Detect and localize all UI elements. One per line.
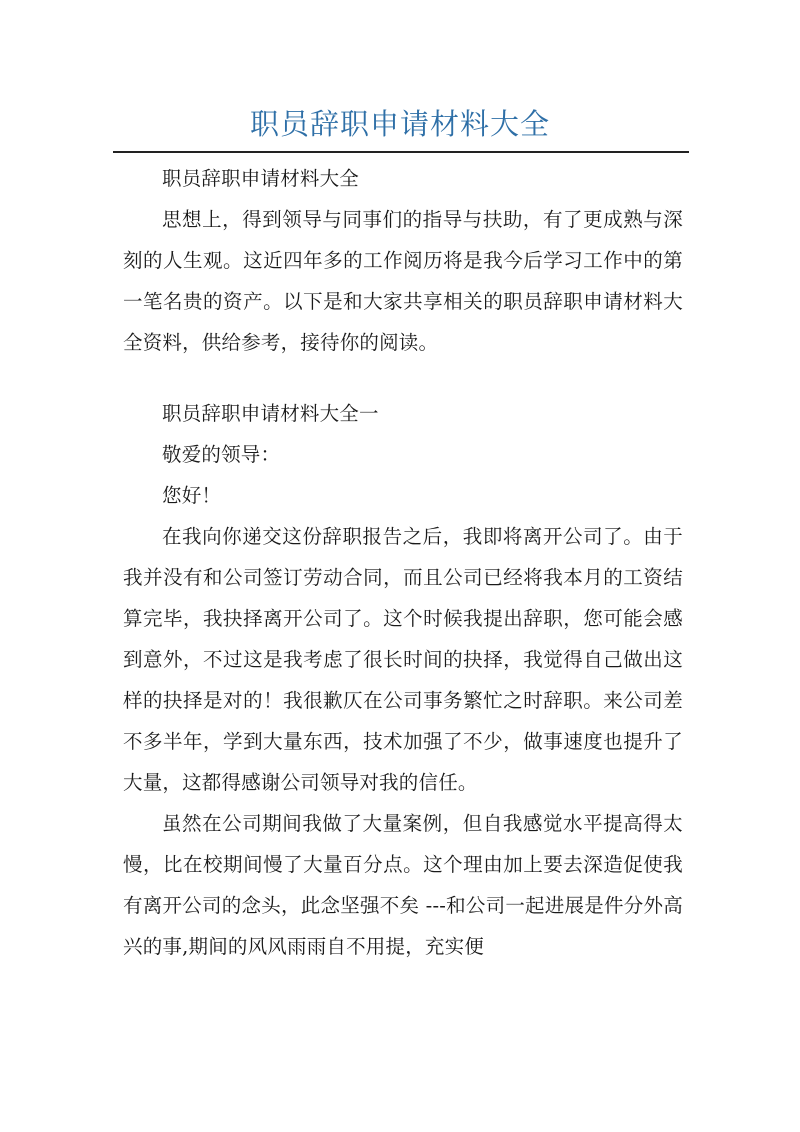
section-heading-1: 职员辞职申请材料大全一: [162, 402, 379, 425]
letter-paragraph-2: 虽然在公司期间我做了大量案例，但自我感觉水平提高得太慢，比在校期间慢了大量百分点。这个理由加上要去深造促使我有离开公司的念头，此念坚强不矣 ---和公司一起进展是件分外高兴的事,期间的风风雨雨自不用提，充实便: [123, 812, 683, 958]
intro-heading: 职员辞职申请材料大全: [162, 167, 360, 190]
title-divider: [113, 151, 689, 153]
document-title: 职员辞职申请材料大全: [249, 107, 550, 141]
letter-greeting: 您好！: [162, 484, 222, 507]
document-body: [123, 158, 683, 967]
intro-paragraph: 思想上，得到领导与同事们的指导与扶助，有了更成熟与深刻的人生观。这近四年多的工作阅历将是我今后学习工作中的第一笔名贵的资产。以下是和大家共享相关的职员辞职申请材料大全资料，供给参考，接待你的阅读。: [123, 208, 683, 354]
letter-salutation: 敬爱的领导：: [162, 443, 281, 466]
letter-paragraph-1: 在我向你递交这份辞职报告之后，我即将离开公司了。由于我并没有和公司签订劳动合同，而且公司已经将我本月的工资结算完毕，我抉择离开公司了。这个时候我提出辞职，您可能会感到意外，不过这是我考虑了很长时间的抉择，我觉得自己做出这样的抉择是对的！我很歉仄在公司事务繁忙之时辞职。来公司差不多半年，学到大量东西，技术加强了不少，做事速度也提升了大量，这都得感谢公司领导对我的信任。: [123, 525, 683, 794]
